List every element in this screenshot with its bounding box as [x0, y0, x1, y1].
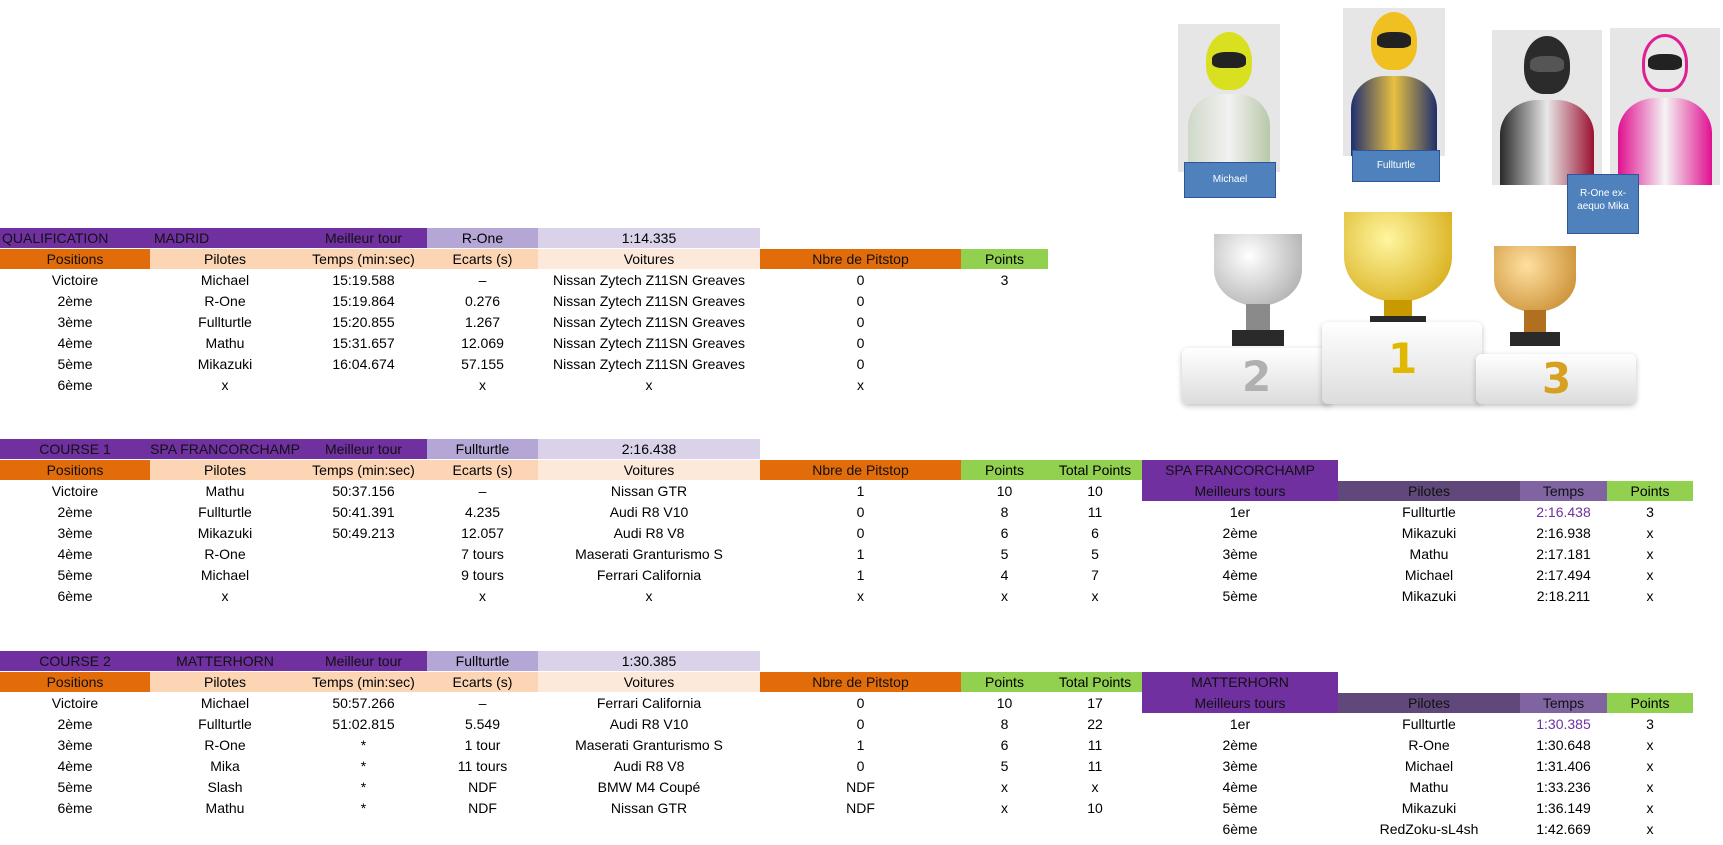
table-cell: 0.276 — [464, 293, 501, 309]
table-cell: 0 — [856, 758, 865, 774]
table-cell: x — [857, 588, 864, 604]
best-lap-cell: 5ème — [1222, 800, 1258, 816]
table-cell: * — [360, 800, 367, 816]
table-cell: 12.057 — [461, 525, 504, 541]
table-cell: 1 — [856, 483, 865, 499]
table-cell: 15:19.588 — [332, 272, 395, 288]
table-cell: Audi R8 V10 — [609, 504, 689, 520]
table-cell: 50:57.266 — [332, 695, 395, 711]
col-points: Points — [961, 460, 1048, 480]
col-pitstop: Nbre de Pitstop — [760, 249, 961, 269]
table-cell: Maserati Granturismo S — [575, 546, 723, 562]
table-cell: – — [478, 272, 487, 288]
table-cell: R-One — [204, 546, 246, 562]
col-pilotes: Pilotes — [150, 672, 300, 692]
silver-trophy-icon — [1214, 234, 1302, 306]
driver-michael-image — [1178, 24, 1280, 172]
best-laps-circuit: SPA FRANCORCHAMP — [1142, 460, 1338, 481]
table-cell — [300, 586, 427, 606]
table-cell: 0 — [856, 293, 865, 309]
col-ecarts: Ecarts (s) — [427, 460, 538, 480]
table-cell: – — [478, 483, 487, 499]
table-cell: 10 — [1087, 483, 1103, 499]
table-cell: 2ème — [57, 716, 93, 732]
driver-mika-image — [1610, 28, 1720, 185]
best-lap-cell: Michael — [1404, 567, 1454, 583]
col-bl-points: Points — [1607, 481, 1693, 501]
table-cell: x — [1001, 779, 1008, 795]
table-cell: * — [360, 779, 367, 795]
table-cell: Mikazuki — [197, 525, 253, 541]
table-cell: 11 tours — [457, 758, 508, 774]
podium-step-first — [1322, 322, 1482, 404]
table-cell: 1 — [856, 567, 865, 583]
podium-number-3: 3 — [1542, 354, 1572, 403]
table-cell: x — [1091, 779, 1099, 795]
table-cell: R-One — [204, 737, 246, 753]
table-cell — [961, 291, 1048, 311]
best-lap-cell: x — [1646, 737, 1654, 753]
best-lap-cell: 1:30.385 — [1536, 716, 1591, 732]
table-cell: 2ème — [57, 504, 93, 520]
table-cell: 8 — [1000, 504, 1009, 520]
col-positions: Positions — [0, 460, 150, 480]
table-cell: 12.069 — [461, 335, 504, 351]
best-lap-cell: RedZoku-sL4sh — [1379, 821, 1479, 837]
best-lap-cell: 2ème — [1222, 525, 1258, 541]
col-temps: Temps (min:sec) — [300, 460, 427, 480]
table-cell: 3ème — [57, 314, 93, 330]
table-cell — [300, 375, 427, 395]
bronze-trophy-icon — [1494, 246, 1576, 312]
table-cell: Nissan Zytech Z11SN Greaves — [553, 356, 745, 372]
best-lap-time: 2:16.438 — [538, 439, 760, 459]
table-cell: Nissan GTR — [610, 800, 688, 816]
col-bl-pilotes: Pilotes — [1338, 481, 1520, 501]
table-cell: 9 tours — [461, 567, 504, 583]
col-voitures: Voitures — [538, 460, 760, 480]
table-cell: Maserati Granturismo S — [575, 737, 723, 753]
col-voitures: Voitures — [538, 672, 760, 692]
table-cell: 15:31.657 — [332, 335, 395, 351]
table-cell: 6 — [1000, 525, 1009, 541]
best-lap-cell: 1er — [1229, 716, 1251, 732]
best-lap-driver: Fullturtle — [427, 651, 538, 671]
table-cell — [961, 312, 1048, 332]
col-ecarts: Ecarts (s) — [427, 672, 538, 692]
table-cell: 0 — [856, 716, 865, 732]
col-positions: Positions — [0, 249, 150, 269]
table-cell: 5 — [1000, 546, 1009, 562]
table-cell: 50:37.156 — [332, 483, 395, 499]
table-cell — [961, 354, 1048, 374]
table-cell: Audi R8 V8 — [613, 525, 685, 541]
col-bl-pilotes: Pilotes — [1338, 693, 1520, 713]
best-lap-time: 1:14.335 — [538, 228, 760, 248]
best-lap-cell: 2:18.211 — [1536, 588, 1591, 604]
col-temps: Temps (min:sec) — [300, 672, 427, 692]
table-cell: Mikazuki — [197, 356, 253, 372]
best-lap-driver: Fullturtle — [427, 439, 538, 459]
table-cell: x — [645, 377, 653, 393]
best-lap-cell: x — [1646, 800, 1654, 816]
table-cell: Mathu — [205, 483, 245, 499]
table-cell: 0 — [856, 356, 865, 372]
table-cell — [300, 565, 427, 585]
best-lap-cell: Mikazuki — [1401, 525, 1457, 541]
table-cell: 10 — [1087, 800, 1103, 816]
table-cell: NDF — [468, 800, 497, 816]
table-cell: 3ème — [57, 737, 93, 753]
table-cell: x — [479, 377, 486, 393]
table-cell: 5ème — [57, 356, 93, 372]
best-lap-cell: 2:17.181 — [1536, 546, 1591, 562]
podium-step-third — [1476, 354, 1636, 404]
col-bl-temps: Temps — [1520, 693, 1607, 713]
best-lap-label: Meilleur tour — [300, 651, 427, 671]
table-cell: 50:49.213 — [332, 525, 395, 541]
table-cell: 6ème — [57, 800, 93, 816]
best-lap-time: 1:30.385 — [538, 651, 760, 671]
best-lap-cell: 1:33.236 — [1536, 779, 1591, 795]
podium-number-2: 2 — [1242, 352, 1272, 401]
best-lap-cell: 6ème — [1222, 821, 1258, 837]
best-lap-cell: Mikazuki — [1401, 588, 1457, 604]
col-pilotes: Pilotes — [150, 460, 300, 480]
best-lap-cell: Michael — [1404, 758, 1454, 774]
table-cell: 7 — [1091, 567, 1099, 583]
table-cell: Nissan Zytech Z11SN Greaves — [553, 314, 745, 330]
table-cell: x — [857, 377, 864, 393]
best-lap-cell: 3ème — [1222, 546, 1258, 562]
table-cell: 11 — [1087, 504, 1103, 520]
best-lap-cell: 1:42.669 — [1536, 821, 1591, 837]
col-meilleurs-tours: Meilleurs tours — [1142, 693, 1338, 713]
table-cell: Audi R8 V10 — [609, 716, 689, 732]
table-cell: x — [221, 588, 229, 604]
col-ecarts: Ecarts (s) — [427, 249, 538, 269]
driver-fullturtle-image — [1343, 8, 1445, 156]
table-cell: 3 — [1000, 272, 1009, 288]
col-temps: Temps (min:sec) — [300, 249, 427, 269]
table-cell: Victoire — [51, 483, 99, 499]
table-cell: Fullturtle — [198, 716, 252, 732]
table-cell: 0 — [856, 504, 865, 520]
table-cell: x — [1001, 588, 1008, 604]
col-pitstop: Nbre de Pitstop — [760, 460, 961, 480]
podium-number-1: 1 — [1388, 334, 1418, 383]
table-cell: Michael — [200, 272, 250, 288]
table-cell: NDF — [846, 779, 875, 795]
best-lap-cell: Mathu — [1409, 779, 1449, 795]
col-voitures: Voitures — [538, 249, 760, 269]
table-cell: 4 — [1000, 567, 1009, 583]
table-cell — [300, 544, 427, 564]
table-cell: 5 — [1091, 546, 1099, 562]
best-lap-label: Meilleur tour — [300, 228, 427, 248]
table-cell: Victoire — [51, 272, 99, 288]
table-cell: 50:41.391 — [332, 504, 395, 520]
table-cell: NDF — [468, 779, 497, 795]
table-cell: x — [1091, 588, 1099, 604]
best-lap-cell: 2:17.494 — [1536, 567, 1591, 583]
table-cell: Mathu — [205, 800, 245, 816]
best-lap-cell: 2:16.938 — [1536, 525, 1591, 541]
table-cell: 22 — [1087, 716, 1103, 732]
table-cell: Fullturtle — [198, 314, 252, 330]
best-lap-cell: 3 — [1646, 716, 1654, 732]
table-cell: Nissan GTR — [610, 483, 688, 499]
best-lap-cell: 4ème — [1222, 567, 1258, 583]
table-cell: Michael — [200, 567, 250, 583]
third-place-banner: R-One ex-aequo Mika — [1567, 174, 1639, 234]
table-cell: x — [1001, 800, 1008, 816]
table-cell: 6 — [1000, 737, 1009, 753]
table-cell: 16:04.674 — [332, 356, 395, 372]
table-cell: 1 — [856, 737, 865, 753]
table-cell: 5.549 — [464, 716, 501, 732]
table-cell: – — [478, 695, 487, 711]
best-lap-cell: 1:31.406 — [1536, 758, 1591, 774]
table-cell: 2ème — [57, 293, 93, 309]
best-lap-cell: Mathu — [1409, 546, 1449, 562]
table-cell: Audi R8 V8 — [613, 758, 685, 774]
gold-trophy-icon — [1344, 212, 1452, 302]
session-type: COURSE 1 — [0, 439, 150, 459]
best-lap-cell: Fullturtle — [1402, 504, 1456, 520]
best-laps-circuit: MATTERHORN — [1142, 672, 1338, 693]
table-cell: 17 — [1087, 695, 1103, 711]
col-bl-temps: Temps — [1520, 481, 1607, 501]
table-cell: 6ème — [57, 377, 93, 393]
table-cell: 5ème — [57, 567, 93, 583]
best-lap-cell: x — [1646, 588, 1654, 604]
circuit-name: SPA FRANCORCHAMP — [150, 441, 300, 457]
table-cell: 10 — [996, 695, 1013, 711]
session-type: QUALIFICATION — [0, 228, 150, 248]
table-cell: x — [645, 588, 653, 604]
table-cell: 1 tour — [464, 737, 501, 753]
table-cell: NDF — [846, 800, 875, 816]
best-lap-cell: Fullturtle — [1402, 716, 1456, 732]
table-cell: * — [360, 758, 367, 774]
best-lap-cell: 1:30.648 — [1536, 737, 1591, 753]
table-cell: Slash — [207, 779, 243, 795]
col-total-points: Total Points — [1048, 460, 1142, 480]
table-cell: 15:19.864 — [332, 293, 395, 309]
best-lap-cell: 4ème — [1222, 779, 1258, 795]
table-cell: 51:02.815 — [332, 716, 395, 732]
table-cell: 4ème — [57, 758, 93, 774]
table-cell: x — [479, 588, 486, 604]
best-lap-cell: Mikazuki — [1401, 800, 1457, 816]
table-cell — [961, 333, 1048, 353]
circuit-name: MADRID — [150, 228, 300, 248]
best-lap-cell: 1:36.149 — [1536, 800, 1591, 816]
podium-step-second — [1182, 348, 1332, 404]
table-cell: 0 — [856, 695, 865, 711]
first-place-banner: Fullturtle — [1352, 150, 1440, 182]
col-pitstop: Nbre de Pitstop — [760, 672, 961, 692]
best-lap-cell: x — [1646, 567, 1654, 583]
table-cell: Victoire — [51, 695, 99, 711]
table-cell: Nissan Zytech Z11SN Greaves — [553, 272, 745, 288]
table-cell: 0 — [856, 314, 865, 330]
circuit-name: MATTERHORN — [150, 651, 300, 671]
table-cell: Mika — [210, 758, 240, 774]
col-points: Points — [961, 672, 1048, 692]
driver-rone-image — [1492, 30, 1602, 185]
best-lap-cell: 3ème — [1222, 758, 1258, 774]
col-points: Points — [961, 249, 1048, 269]
table-cell: Mathu — [205, 335, 245, 351]
table-cell: 15:20.855 — [332, 314, 395, 330]
second-place-banner: Michael — [1184, 162, 1276, 198]
table-cell: Ferrari California — [596, 695, 702, 711]
col-pilotes: Pilotes — [150, 249, 300, 269]
best-lap-cell: x — [1646, 525, 1654, 541]
table-cell: Ferrari California — [596, 567, 702, 583]
table-cell: 4ème — [57, 546, 93, 562]
best-lap-cell: 2:16.438 — [1536, 504, 1591, 520]
col-meilleurs-tours: Meilleurs tours — [1142, 481, 1338, 501]
table-cell: 1 — [856, 546, 865, 562]
table-cell: 6ème — [57, 588, 93, 604]
best-lap-driver: R-One — [427, 228, 538, 248]
table-cell: 7 tours — [461, 546, 504, 562]
best-lap-cell: x — [1646, 758, 1654, 774]
table-cell: BMW M4 Coupé — [597, 779, 701, 795]
table-cell: 11 — [1087, 758, 1103, 774]
table-cell: 3ème — [57, 525, 93, 541]
best-lap-label: Meilleur tour — [300, 439, 427, 459]
table-cell: 57.155 — [461, 356, 504, 372]
table-cell: 5ème — [57, 779, 93, 795]
best-lap-cell: 3 — [1646, 504, 1654, 520]
table-cell: 8 — [1000, 716, 1009, 732]
best-lap-cell: x — [1646, 546, 1654, 562]
table-cell — [961, 375, 1048, 395]
best-lap-cell: R-One — [1408, 737, 1450, 753]
table-cell: 4.235 — [464, 504, 501, 520]
table-cell: Michael — [200, 695, 250, 711]
table-cell: R-One — [204, 293, 246, 309]
table-cell: 0 — [856, 335, 865, 351]
table-cell: Fullturtle — [198, 504, 252, 520]
table-cell: * — [360, 737, 367, 753]
table-cell: 10 — [996, 483, 1013, 499]
table-cell: 6 — [1091, 525, 1099, 541]
best-lap-cell: 2ème — [1222, 737, 1258, 753]
table-cell: 4ème — [57, 335, 93, 351]
table-cell: 11 — [1087, 737, 1103, 753]
table-cell: x — [221, 377, 229, 393]
col-bl-points: Points — [1607, 693, 1693, 713]
table-cell: Nissan Zytech Z11SN Greaves — [553, 293, 745, 309]
best-lap-cell: 1er — [1229, 504, 1251, 520]
table-cell: Nissan Zytech Z11SN Greaves — [553, 335, 745, 351]
table-cell: 1.267 — [464, 314, 501, 330]
best-lap-cell: 5ème — [1222, 588, 1258, 604]
best-lap-cell: x — [1646, 779, 1654, 795]
col-total-points: Total Points — [1048, 672, 1142, 692]
table-cell: 5 — [1000, 758, 1009, 774]
session-type: COURSE 2 — [0, 651, 150, 671]
col-positions: Positions — [0, 672, 150, 692]
best-lap-cell: x — [1646, 821, 1654, 837]
table-cell: 0 — [856, 272, 865, 288]
table-cell: 0 — [856, 525, 865, 541]
